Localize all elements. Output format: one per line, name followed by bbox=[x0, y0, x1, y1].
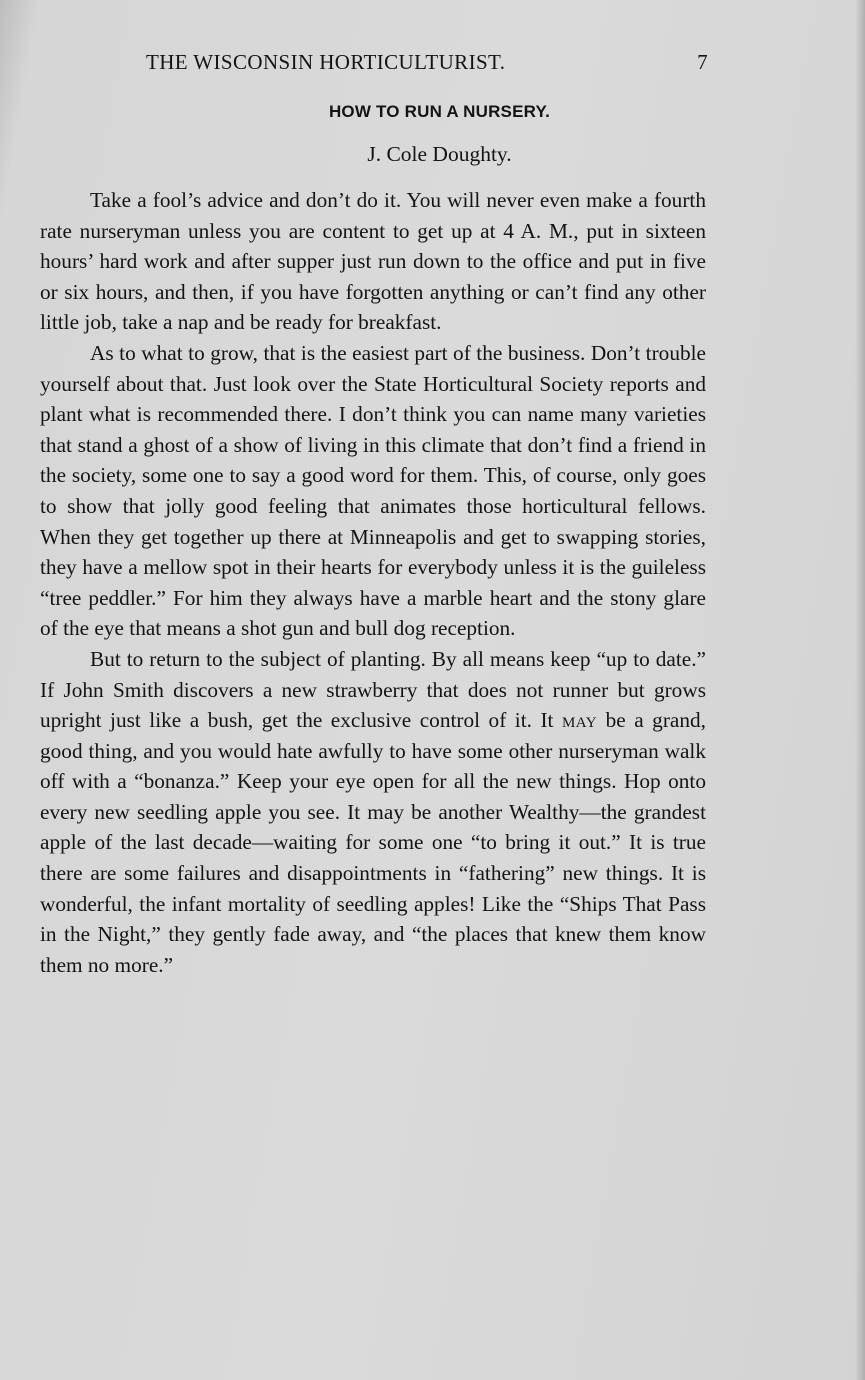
paragraph-1: Take a fool’s advice and don’t do it. You will never even make a fourth rate nurseryman unless you are content to get up at 4 A. M., put in sixteen hours’ hard work and after supper just run down to the office and put in five or six hours, and then, if you have forgotten anything or can’t find any other little job, take a nap and be ready for breakfast. bbox=[40, 188, 706, 335]
article-body bbox=[40, 185, 706, 980]
paragraph-3-small-caps: may bbox=[561, 708, 598, 733]
paragraph-3-part-2: be a grand, good thing, and you would hate awfully to have some other nurseryman walk off with a “bonanza.” Keep your eye open for all the new things. Hop onto every new seedling apple you see. It may be another Wealthy—the grandest apple of the last decade—waiting for some one “to bring it out.” It is true there are some failures and disappointments in “fathering” new things. It is wonderful, the infant mortality of seedling apples! Like the “Ships That Pass in the Night,” they gently fade away, and “the places that knew them know them no more.” bbox=[40, 708, 706, 977]
paragraph-3-part-1: But to return to the subject of planting. By all means keep “up to date.” If John Smith discovers a new strawberry that does not runner but grows upright just like a bush, get the exclusive control of it. It bbox=[40, 646, 706, 733]
paragraph-3 bbox=[40, 644, 706, 981]
paragraph-2: As to what to grow, that is the easiest part of the business. Don’t trouble yourself about that. Just look over the State Horticultural Society reports and plant what is recommended there. I don’t think you can name many varieties that stand a ghost of a show of living in this climate that don’t find a friend in the society, some one to say a good word for them. This, of course, only goes to show that jolly good feeling that animates those horticultural fellows. When they get together up there at Minneapolis and get to swapping stories, they have a mellow spot in their hearts for everybody unless it is the guileless “tree peddler.” For him they always have a marble heart and the stony glare of the eye that means a shot gun and bull dog reception. bbox=[40, 340, 706, 641]
page-number: 7 bbox=[697, 50, 708, 74]
running-head bbox=[146, 50, 712, 80]
article-author: J. Cole Doughty. bbox=[367, 142, 512, 166]
article-title: HOW TO RUN A NURSERY. bbox=[328, 102, 551, 121]
running-title: THE WISCONSIN HORTICULTURIST. bbox=[146, 50, 506, 74]
